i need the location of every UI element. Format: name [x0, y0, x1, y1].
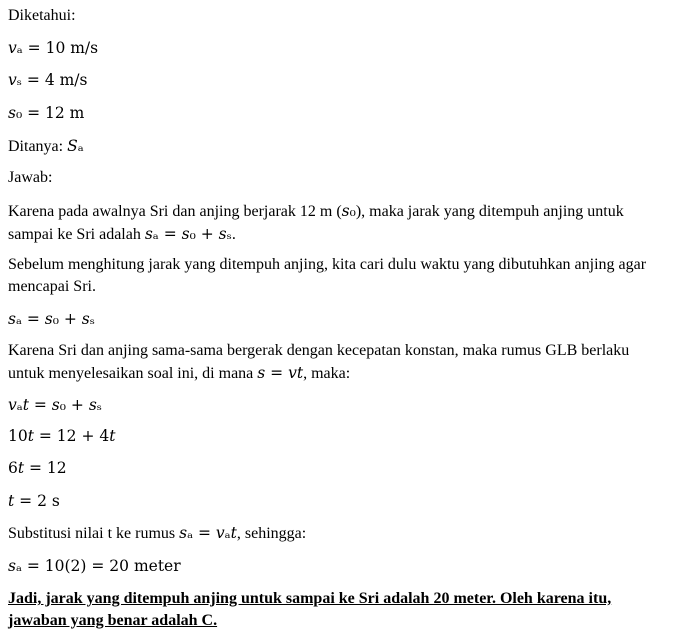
paragraph-3-math: 𝑠 = 𝑣𝑡 — [257, 364, 304, 382]
paragraph-1-text-c: . — [231, 226, 236, 243]
paragraph-3 — [8, 340, 668, 385]
result-equation: 𝑠ₐ = 10(2) = 20 meter — [8, 557, 181, 575]
paragraph-2: Sebelum menghitung jarak yang ditempuh anjing, kita cari dulu waktu yang dibutuhkan anjing agar mencapai Sri. — [8, 256, 647, 295]
known-heading: Diketahui: — [8, 7, 76, 24]
known-vs: 𝑣ₛ = 4 m/s — [8, 71, 88, 89]
paragraph-4-text-b: , sehingga: — [236, 525, 307, 542]
paragraph-4-math: 𝑠ₐ = 𝑣ₐ𝑡 — [179, 524, 237, 542]
paragraph-1-text-a: Karena pada awalnya Sri dan anjing berjarak 12 m ( — [8, 203, 342, 220]
step-1: 𝑣ₐ𝑡 = 𝑠₀ + 𝑠ₛ — [8, 396, 102, 414]
paragraph-1-math-a: 𝑠₀ — [341, 202, 356, 220]
paragraph-1-text-b: ), maka jarak yang ditempuh anjing untuk sampai ke Sri adalah — [8, 203, 624, 243]
asked-value: 𝑆ₐ — [67, 137, 84, 155]
paragraph-1-math-b: 𝑠ₐ = 𝑠₀ + 𝑠ₛ — [144, 225, 232, 243]
known-s0: 𝑠₀ = 12 m — [8, 104, 85, 122]
paragraph-4 — [8, 523, 306, 544]
equation-1: 𝑠ₐ = 𝑠₀ + 𝑠ₛ — [8, 310, 95, 328]
paragraph-4-text-a: Substitusi nilai t ke rumus — [8, 525, 180, 542]
asked-line — [8, 136, 84, 157]
asked-label: Ditanya: — [8, 138, 64, 155]
paragraph-1 — [8, 200, 668, 246]
known-va: 𝑣ₐ = 10 m/s — [8, 39, 99, 57]
step-4: 𝑡 = 2 s — [8, 492, 60, 510]
step-2: 10𝑡 = 12 + 4𝑡 — [8, 427, 116, 445]
conclusion: Jadi, jarak yang ditempuh anjing untuk sampai ke Sri adalah 20 meter. Oleh karena itu, jawaban yang benar adalah C. — [8, 590, 612, 629]
paragraph-3-text-b: , maka: — [303, 365, 351, 382]
answer-heading: Jawab: — [8, 169, 53, 186]
paragraph-3-text-a: Karena Sri dan anjing sama-sama bergerak dengan kecepatan konstan, maka rumus GLB berlaku untuk menyelesaikan soal ini, di mana — [8, 342, 630, 382]
step-3: 6𝑡 = 12 — [8, 459, 67, 477]
